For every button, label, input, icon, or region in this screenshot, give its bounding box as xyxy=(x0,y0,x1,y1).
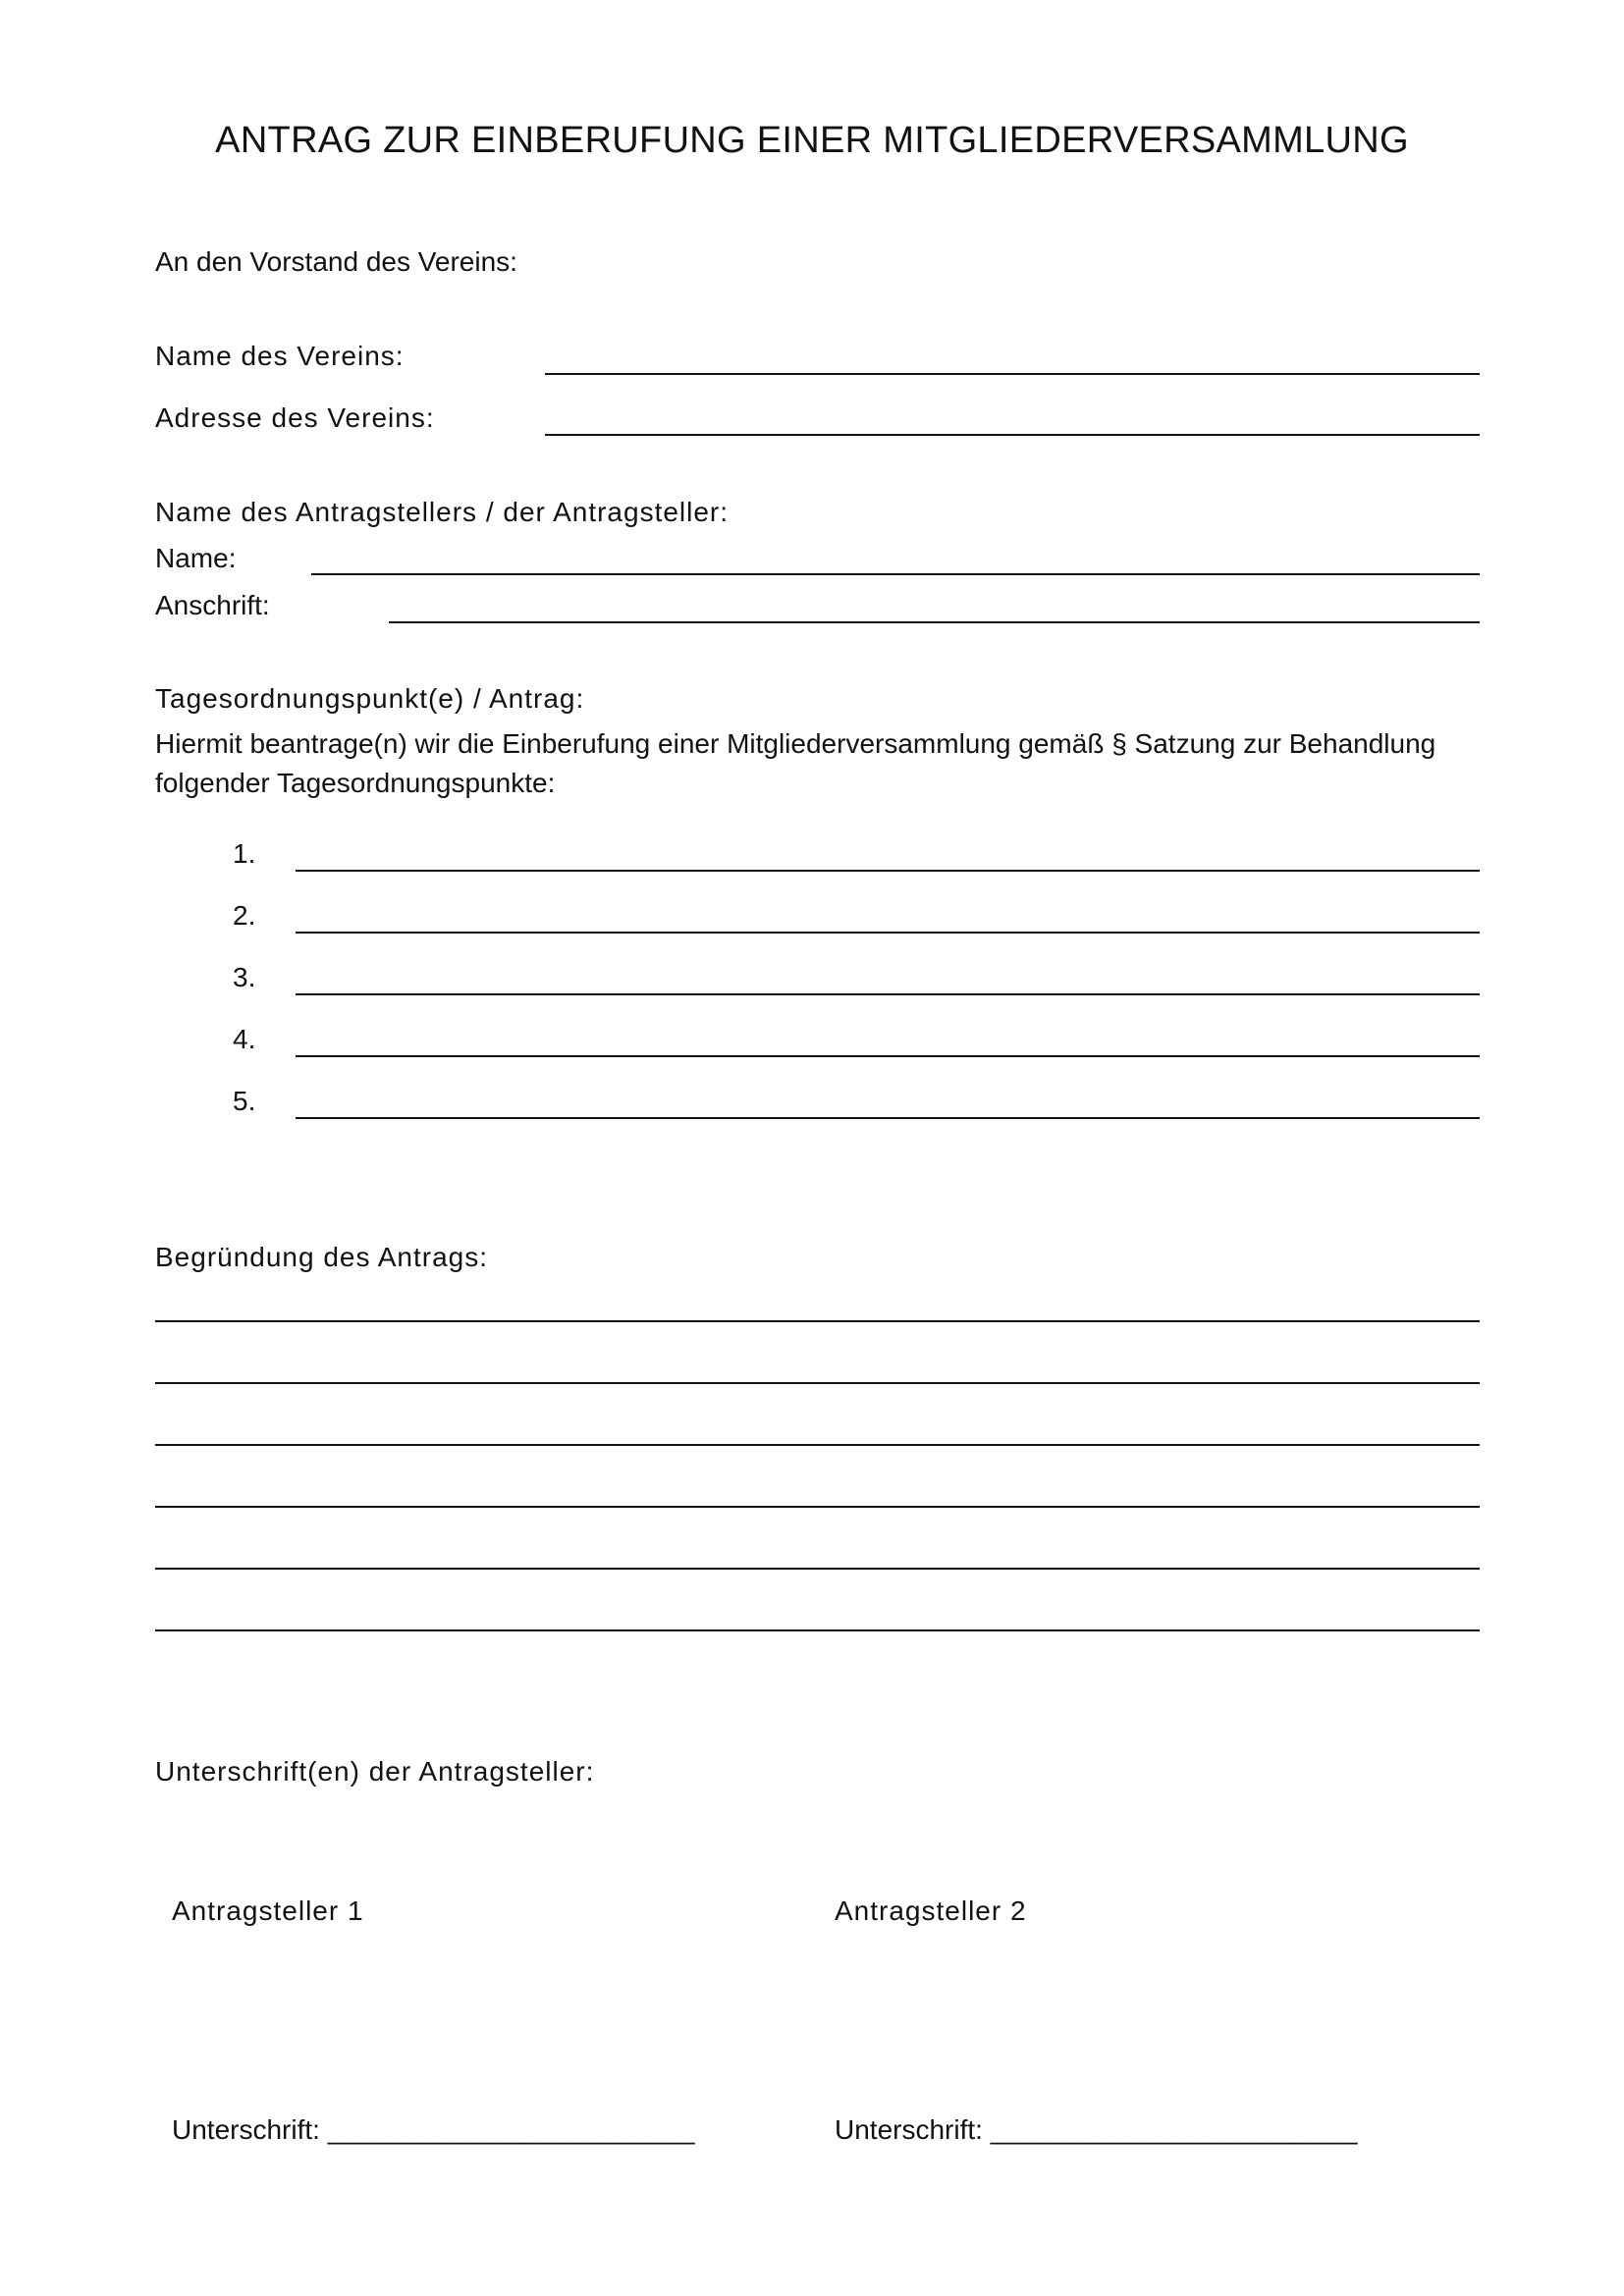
club-name-field[interactable] xyxy=(545,373,1480,375)
document-title: ANTRAG ZUR EINBERUFUNG EINER MITGLIEDERVERSAMMLUNG xyxy=(215,120,1409,161)
agenda-item-number: 2. xyxy=(233,900,256,931)
reason-line-6[interactable] xyxy=(155,1629,1480,1631)
reason-section-label: Begründung des Antrags: xyxy=(155,1242,489,1272)
signature-1-field[interactable]: Unterschrift: ________________________ xyxy=(172,2114,695,2145)
applicant-2-label: Antragsteller 2 xyxy=(835,1896,1027,1926)
applicant-1-label: Antragsteller 1 xyxy=(172,1896,364,1926)
agenda-item-5-field[interactable] xyxy=(296,1117,1480,1119)
applicant-name-field[interactable] xyxy=(311,573,1480,575)
agenda-section-label: Tagesordnungspunkt(e) / Antrag: xyxy=(155,683,585,714)
reason-line-3[interactable] xyxy=(155,1444,1480,1446)
club-name-label: Name des Vereins: xyxy=(155,341,405,371)
applicant-address-field[interactable] xyxy=(389,621,1480,623)
signatures-section-label: Unterschrift(en) der Antragsteller: xyxy=(155,1756,595,1787)
agenda-item-number: 1. xyxy=(233,838,256,869)
agenda-item-4-field[interactable] xyxy=(296,1055,1480,1057)
reason-line-2[interactable] xyxy=(155,1382,1480,1384)
agenda-item-number: 5. xyxy=(233,1086,256,1116)
agenda-item-2-field[interactable] xyxy=(296,932,1480,934)
agenda-item-3-field[interactable] xyxy=(296,993,1480,995)
agenda-item-number: 4. xyxy=(233,1024,256,1054)
recipient-line: An den Vorstand des Vereins: xyxy=(155,246,517,277)
reason-line-5[interactable] xyxy=(155,1568,1480,1570)
club-address-field[interactable] xyxy=(545,434,1480,436)
applicant-name-label: Name: xyxy=(155,543,237,573)
reason-line-1[interactable] xyxy=(155,1320,1480,1322)
agenda-item-1-field[interactable] xyxy=(296,870,1480,872)
agenda-item-number: 3. xyxy=(233,962,256,992)
reason-line-4[interactable] xyxy=(155,1506,1480,1508)
applicant-address-label: Anschrift: xyxy=(155,590,270,620)
signature-2-field[interactable]: Unterschrift: ________________________ xyxy=(835,2114,1358,2145)
agenda-text: Hiermit beantrage(n) wir die Einberufung einer Mitgliederversammlung gemäß § Satzung zur Behandlung folgender Tagesordnungspunkte: xyxy=(155,728,1436,798)
club-address-label: Adresse des Vereins: xyxy=(155,402,435,433)
applicant-section-label: Name des Antragstellers / der Antragsteller: xyxy=(155,497,730,527)
